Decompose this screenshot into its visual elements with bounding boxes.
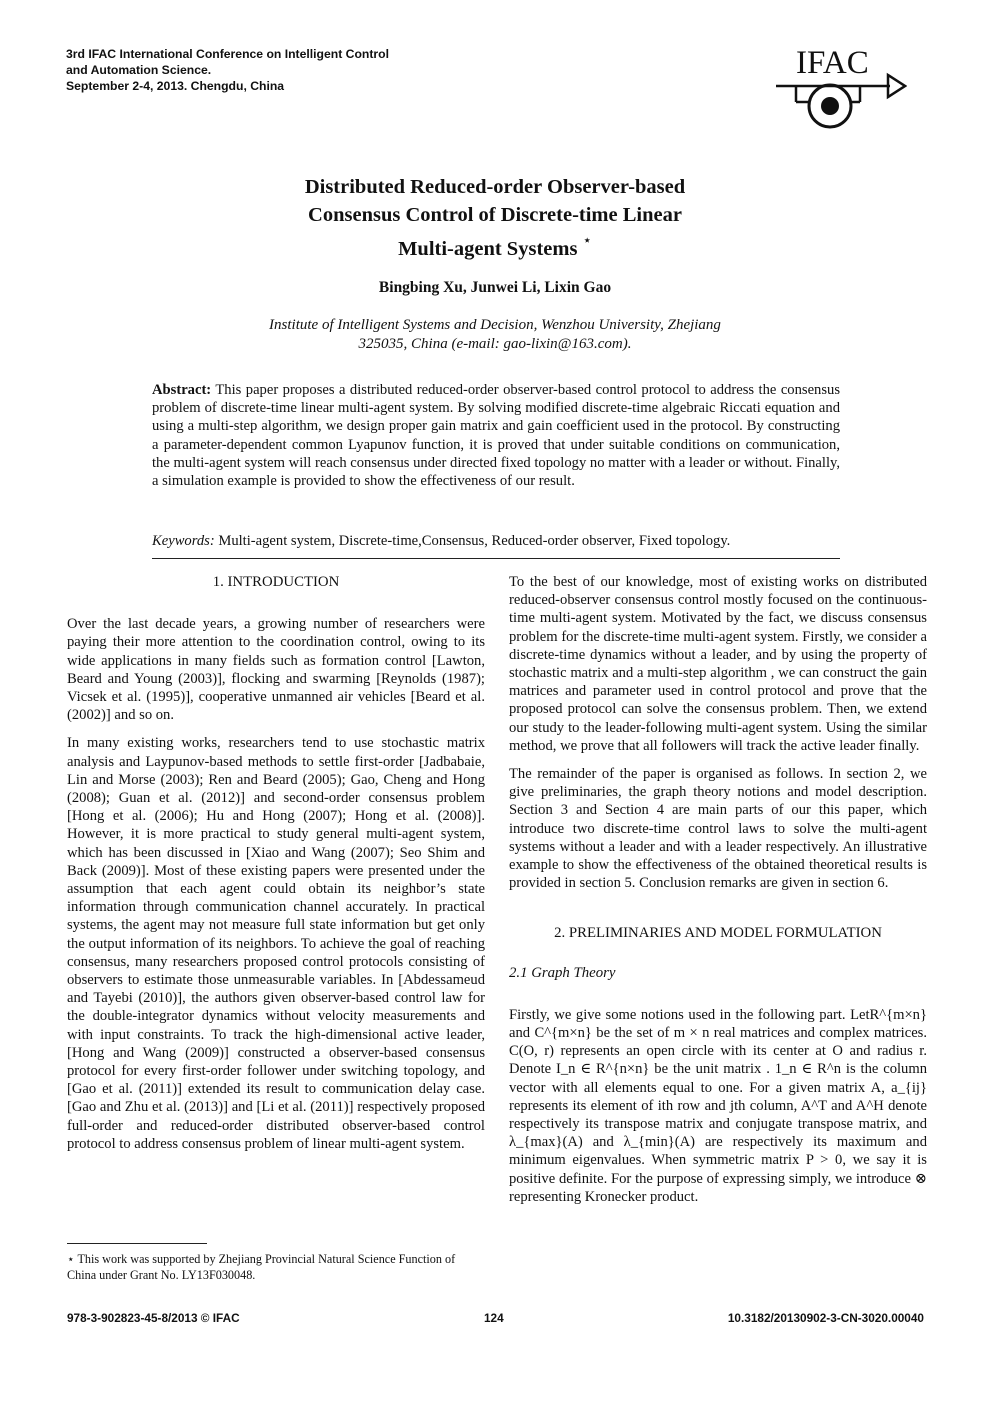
section-2-heading: 2. PRELIMINARIES AND MODEL FORMULATION [554, 925, 882, 942]
header-divider [152, 558, 840, 559]
conference-line-3: September 2-4, 2013. Chengdu, China [66, 79, 285, 93]
title-footnote-mark: ⋆ [582, 233, 592, 249]
footer-page-number: 124 [484, 1311, 504, 1325]
conference-header [66, 46, 389, 94]
title-line-2: Consensus Control of Discrete-time Linear [308, 204, 682, 226]
affiliation-line-1: Institute of Intelligent Systems and Decision, Wenzhou University, Zhejiang [269, 317, 721, 333]
section-1-heading: 1. INTRODUCTION [212, 574, 340, 590]
abstract-label: Abstract: [152, 382, 212, 398]
keywords-text: Multi-agent system, Discrete-time,Consensus, Reduced-order observer, Fixed topology. [214, 533, 731, 549]
subsection-2-1-heading: 2.1 Graph Theory [509, 964, 616, 981]
affiliation-line-2: 325035, China (e-mail: gao-lixin@163.com). [358, 336, 632, 352]
graph-theory-paragraph: Firstly, we give some notions used in the following part. LetR^{m×n} and C^{m×n} be the set of m × n real matrices and complex matrices. C(O, r) represents an open circle with its center at O and radius r. Denote I_n ∈ R^{n×n} be the unit matrix . 1_n ∈ R^n is the column vector with all elements equal to one. For a given matrix A, a_{ij} represents its element of ith row and jth column, A^T and A^H denote respectively its transpose matrix and conjugate transpose matrix, and λ_{max}(A) and λ_{min}(A) are respectively its maximum and minimum eigenvalues. When symmetric matrix P > 0, we say it is positive definite. For the purpose of expressing simply, we introduce ⊗ representing Kronecker product. [509, 1006, 927, 1205]
keywords [152, 532, 840, 550]
conference-line-1: 3rd IFAC International Conference on Intelligent Control [66, 47, 389, 61]
conference-line-2: and Automation Science. [66, 63, 212, 77]
footer-isbn: 978-3-902823-45-8/2013 © IFAC [67, 1311, 240, 1325]
title-line-3: Multi-agent Systems [398, 237, 578, 260]
intro-paragraph-4: The remainder of the paper is organised as follows. In section 2, we give preliminaries, the graph theory notions and model description. Section 3 and Section 4 are main parts of our this paper, which introduce two discrete-time control laws to solve the multi-agent systems without a leader and with a leader respectively. An illustrative example to show the effectiveness of the obtained theoretical results is provided in section 5. Conclusion remarks are given in section 6. [509, 766, 927, 892]
paper-title [170, 173, 820, 263]
intro-paragraph-3: To the best of our knowledge, most of existing works on distributed reduced-observer consensus control mostly focused on the continuous-time multi-agent system. Motivated by the fact, we discuss consensus problem for the discrete-time multi-agent system. Firstly, we consider a discrete-time dynamics without a leader, and by using the property of stochastic matrix and a multi-step algorithm , we can construct the gain matrices and parameter used in control protocol and prove that the proposed protocol can solve the consensus problem. Then, we extend our study to the leader-following multi-agent system. Using the similar method, we prove that all followers will track the active leader finally. [509, 574, 927, 754]
left-column [67, 573, 485, 1153]
title-line-1: Distributed Reduced-order Observer-based [304, 176, 686, 198]
abstract-text: This paper proposes a distributed reduced-order observer-based control protocol to address the consensus problem of discrete-time linear multi-agent system. By solving modified discrete-time algebraic Riccati equation and using a multi-step algorithm, we design proper gain matrix and gain coefficient used in the protocol. By constructing a parameter-dependent common Lyapunov function, it is proved that under suitable conditions on communication, the multi-agent system will reach consensus under directed fixed topology no matter with a leader or without. Finally, a simulation example is provided to show the effectiveness of our result. [152, 382, 840, 490]
ifac-logo-text: IFAC [796, 45, 869, 81]
authors: Bingbing Xu, Junwei Li, Lixin Gao [378, 279, 612, 296]
intro-paragraph-2: In many existing works, researchers tend to use stochastic matrix analysis and Laypunov-based methods to settle first-order [Jadbabaie, Lin and Morse (2003); Ren and Beard (2005); Gao, Cheng and Hong (2008); Guan et al. (2012)] and second-order consensus problem [Hong et al. (2006); Hu and Hong (2007); Hong et al. (2008)]. However, it is more practical to study general multi-agent system, which has been discussed in [Xiao and Wang (2007); Seo Shim and Back (2009)]. Most of these existing papers were presented under the assumption that each agent could obtain its neighbor’s state information through communication channel accurately. In practical systems, the agent may not measure full state information but get only the output information of its neighbors. To achieve the goal of reaching consensus, many researchers proposed control protocols consisting of observers to estimate those unmeasurable variables. In [Abdessameud and Tayebi (2010)], the authors given observer-based control law for the double-integrator dynamics without velocity measurements and with input constraints. To track the high-dimensional active leader, [Hong and Wang (2009)] constructed a observer-based consensus protocol for every first-order follower under switching topology, and [Gao et al. (2011)] extended its result to communication delay case. [Gao and Zhu et al. (2013)] and [Li et al. (2011)] respectively proposed full-order and reduced-order distributed observer-based control protocol to address consensus problem of linear multi-agent system. [67, 735, 485, 1152]
keywords-label: Keywords: [152, 533, 215, 549]
footnote-divider [67, 1243, 207, 1244]
affiliation [200, 316, 790, 354]
abstract [152, 381, 840, 490]
right-column [509, 573, 927, 1206]
ifac-logo [772, 40, 907, 135]
footer-doi: 10.3182/20130902-3-CN-3020.00040 [727, 1311, 924, 1325]
intro-paragraph-1: Over the last decade years, a growing number of researchers were paying their more attention to the coordination control, owing to its wide applications in many fields such as formation control [Lawton, Beard and Young (2003)], flocking and swarming [Reynolds (1987); Vicsek et al. (1995)], cooperative unmanned air vehicles [Beard et al. (2002)] and so on. [67, 616, 485, 724]
funding-footnote: ⋆ This work was supported by Zhejiang Provincial Natural Science Function of China under Grant No. LY13F030048. [67, 1252, 456, 1282]
